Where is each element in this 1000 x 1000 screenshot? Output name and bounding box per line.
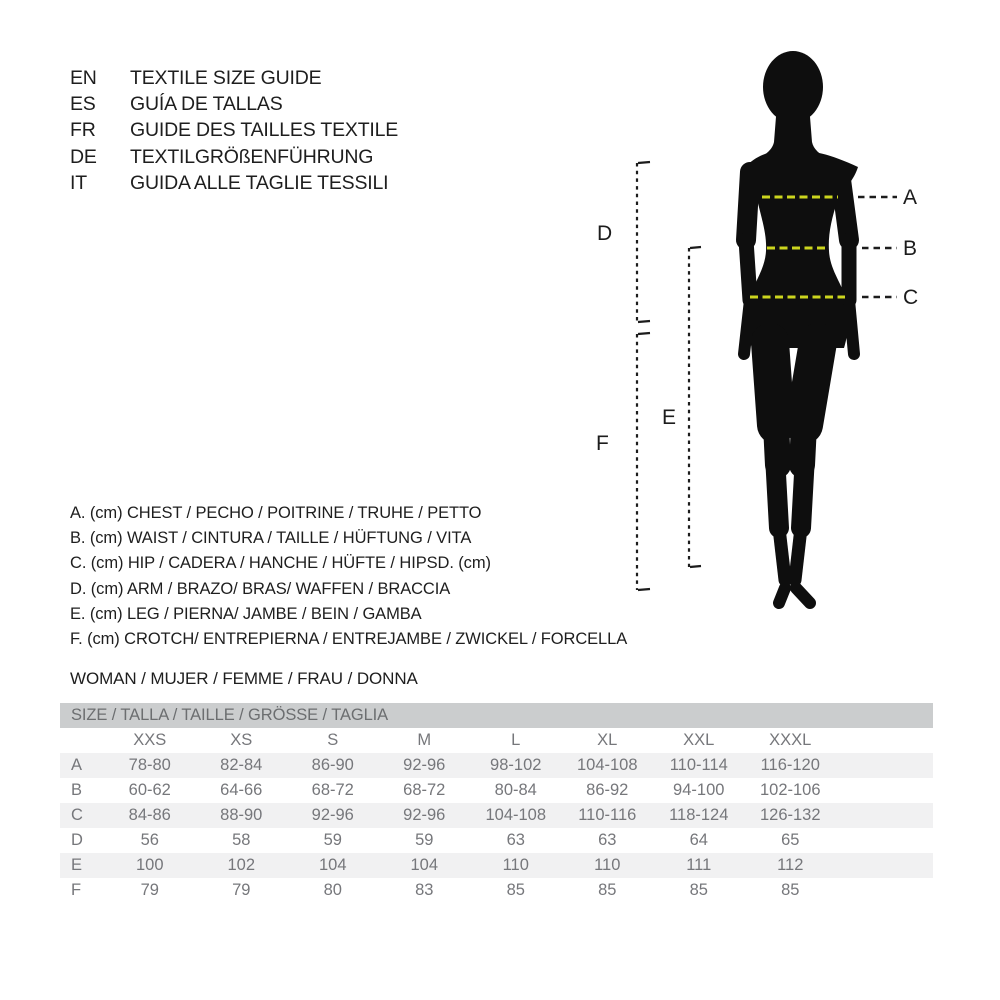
right-calf (801, 438, 806, 528)
table-cell: 86-92 (586, 781, 629, 799)
table-cell: 88-90 (220, 806, 263, 824)
lang-row-it (70, 170, 398, 196)
table-cell: 102-106 (759, 781, 821, 799)
table-cell: 85 (598, 881, 617, 899)
table-cell: 104-108 (485, 806, 547, 824)
lang-code: IT (70, 171, 87, 194)
table-cell: 110-114 (669, 756, 728, 774)
lang-row-fr (70, 117, 398, 143)
table-cell: 78-80 (128, 756, 171, 774)
leg-line-top-tick (690, 247, 701, 248)
table-cell: 126-132 (759, 806, 821, 824)
table-row-arm (60, 828, 933, 853)
left-ankle (779, 528, 785, 580)
table-cell: 64 (689, 831, 708, 849)
row-label: E (71, 856, 83, 874)
table-row-chest (60, 753, 933, 778)
table-cell: 83 (415, 881, 434, 899)
legend-crotch: F. (cm) CROTCH/ ENTREPIERNA / ENTREJAMBE / ZWICKEL / FORCELLA (70, 630, 628, 649)
lang-title: TEXTILGRÖßENFÜHRUNG (130, 145, 374, 168)
lang-code: FR (70, 119, 96, 142)
table-cell: 98-102 (490, 756, 542, 774)
size-table (60, 703, 933, 903)
table-row-crotch (60, 878, 933, 903)
table-cell: 85 (781, 881, 800, 899)
table-cell: 59 (323, 831, 342, 849)
table-cell: 63 (506, 831, 525, 849)
table-cell: 92-96 (403, 756, 446, 774)
left-hand (744, 300, 750, 354)
right-foot (796, 588, 810, 603)
table-cell: 79 (140, 881, 159, 899)
table-cell: 60-62 (128, 781, 171, 799)
table-cell: 63 (598, 831, 617, 849)
left-foot (779, 588, 785, 603)
legend-hip: C. (cm) HIP / CADERA / HANCHE / HÜFTE / HIPSD. (cm) (70, 554, 491, 573)
lang-row-es (70, 91, 398, 117)
crotch-line-top-tick (638, 333, 650, 334)
legend-chest: A. (cm) CHEST / PECHO / POITRINE / TRUHE / PETTO (70, 504, 482, 522)
legend-waist: B. (cm) WAIST / CINTURA / TAILLE / HÜFTUNG / VITA (70, 529, 472, 548)
arm-line-top-tick (638, 162, 650, 163)
table-cell: 65 (781, 831, 800, 849)
label-hip-c: C (903, 286, 919, 309)
row-label: B (71, 781, 83, 799)
lang-title: GUIDE DES TAILLES TEXTILE (130, 119, 399, 142)
row-label: C (71, 806, 83, 824)
table-cell: 84-86 (128, 806, 171, 824)
table-cell: 110-116 (578, 806, 637, 824)
measurement-legend (70, 501, 627, 652)
size-column-header: XL (597, 731, 618, 749)
table-cell: 92-96 (311, 806, 354, 824)
table-cell: 82-84 (220, 756, 263, 774)
table-cell: 80-84 (494, 781, 537, 799)
table-cell: 110 (594, 856, 621, 874)
table-cell: 85 (506, 881, 525, 899)
size-column-header: M (417, 731, 432, 749)
left-arm (746, 172, 750, 240)
label-crotch-f: F (596, 432, 609, 455)
gender-heading: WOMAN / MUJER / FEMME / FRAU / DONNA (70, 669, 418, 688)
right-ankle (795, 528, 801, 580)
leg-line-bottom-tick (690, 566, 701, 567)
legend-leg: E. (cm) LEG / PIERNA/ JAMBE / BEIN / GAMBA (70, 604, 422, 623)
table-cell: 112 (777, 856, 804, 874)
table-size-header-row (60, 728, 933, 753)
row-label: A (71, 756, 83, 774)
table-row-hip (60, 803, 933, 828)
lang-title: TEXTILE SIZE GUIDE (130, 67, 322, 89)
lang-code: ES (70, 93, 96, 116)
legend-arm: D. (cm) ARM / BRAZO/ BRAS/ WAFFEN / BRACCIA (70, 579, 451, 598)
table-cell: 100 (135, 856, 164, 874)
lang-title: GUÍA DE TALLAS (130, 93, 283, 116)
table-cell: 92-96 (403, 806, 446, 824)
table-cell: 79 (232, 881, 251, 899)
size-column-header: XS (230, 731, 253, 749)
label-leg-e: E (662, 406, 677, 429)
table-corner-cell (60, 728, 104, 753)
left-arm (746, 240, 750, 300)
table-row-waist (60, 778, 933, 803)
lang-row-en (70, 65, 398, 91)
row-label: D (71, 831, 83, 849)
size-column-header: XXS (133, 731, 167, 749)
left-calf (774, 438, 779, 528)
table-cell: 68-72 (403, 781, 446, 799)
label-arm-d: D (597, 222, 613, 245)
lang-row-de (70, 144, 398, 170)
table-cell: 94-100 (673, 781, 725, 799)
language-title-list (70, 65, 398, 196)
body-measurement-diagram (580, 40, 980, 660)
silhouette-legs (770, 342, 818, 603)
size-column-header: L (511, 731, 521, 749)
table-cell: 68-72 (311, 781, 354, 799)
label-chest-a: A (903, 186, 918, 209)
table-cell: 110 (502, 856, 529, 874)
size-column-header: S (327, 731, 339, 749)
size-column-header: XXL (683, 731, 715, 749)
right-hand (849, 300, 854, 354)
table-cell: 59 (415, 831, 434, 849)
table-cell: 118-124 (669, 806, 729, 824)
lang-title: GUIDA ALLE TAGLIE TESSILI (130, 171, 389, 194)
table-cell: 80 (323, 881, 342, 899)
table-cell: 58 (232, 831, 251, 849)
table-row-leg (60, 853, 933, 878)
table-cell: 64-66 (220, 781, 263, 799)
table-cell: 86-90 (311, 756, 354, 774)
table-title: SIZE / TALLA / TAILLE / GRÖSSE / TAGLIA (60, 703, 933, 728)
size-column-header: XXXL (769, 731, 812, 749)
arm-line-bottom-tick (638, 321, 650, 322)
right-arm (840, 172, 849, 240)
table-cell: 104-108 (576, 756, 638, 774)
lang-code: DE (70, 145, 97, 168)
table-cell: 102 (227, 856, 256, 874)
table-cell: 85 (689, 881, 708, 899)
table-cell: 104 (410, 856, 439, 874)
crotch-line-bottom-tick (638, 589, 650, 590)
row-label: F (71, 881, 82, 899)
table-cell: 116-120 (760, 756, 820, 774)
table-cell: 56 (140, 831, 159, 849)
lang-code: EN (70, 67, 97, 89)
table-cell: 104 (318, 856, 347, 874)
label-waist-b: B (903, 237, 918, 260)
table-cell: 111 (686, 856, 712, 874)
